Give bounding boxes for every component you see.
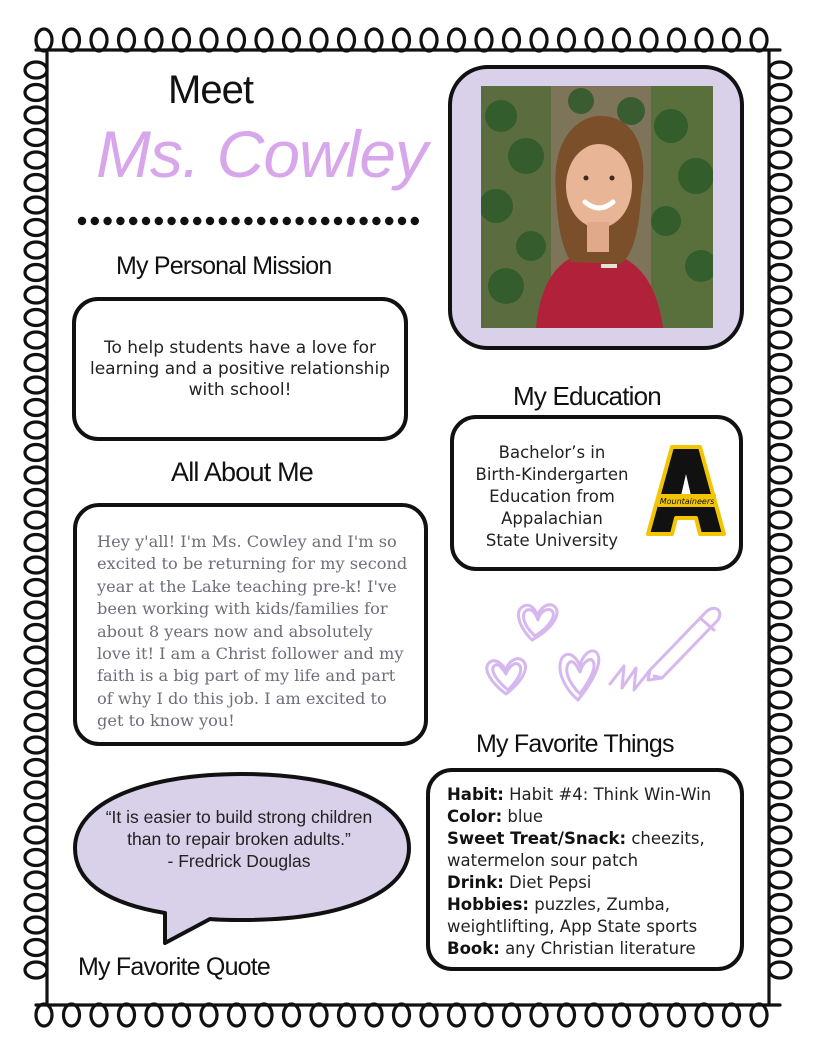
favorite-label: Color:: [447, 807, 503, 826]
favorite-item: [447, 850, 740, 872]
mission-text: To help students have a love for learning and a positive relationship with school!: [90, 337, 390, 400]
favorite-value: cheezits,: [626, 829, 705, 848]
svg-text:Mountaineers: Mountaineers: [659, 497, 715, 506]
favorite-item: [447, 806, 740, 828]
favorite-value: any Christian literature: [499, 939, 696, 958]
quote-text-block: [100, 806, 378, 872]
favorites-heading: My Favorite Things: [476, 730, 674, 758]
about-box: [73, 503, 428, 746]
favorite-label: Drink:: [447, 873, 504, 892]
about-text: Hey y'all! I'm Ms. Cowley and I'm so excited to be returning for my second year at the Lake teaching pre-k! I've been working with kids/families for about 8 years now and absolutely love it! I am a Christ follower and my faith is a big part of my life and part of why I do this job. I am excited to get to know you!: [97, 532, 408, 731]
favorite-label: Habit:: [447, 785, 504, 804]
favorite-item: [447, 894, 740, 916]
quote-text: “It is easier to build strong children than to repair broken adults.”: [105, 807, 373, 849]
favorites-box: [426, 768, 744, 971]
favorite-item: [447, 938, 740, 960]
favorite-value: puzzles, Zumba,: [529, 895, 671, 914]
favorite-item: [447, 784, 740, 806]
teacher-name: Ms. Cowley: [96, 117, 428, 191]
favorite-value: blue: [502, 807, 544, 826]
meet-heading: Meet: [168, 68, 253, 112]
hearts-and-pencil-doodle: [478, 596, 728, 706]
teacher-photo: [481, 86, 713, 328]
quote-heading: My Favorite Quote: [78, 953, 271, 981]
education-line: Birth-Kindergarten: [475, 465, 629, 484]
education-line: Education from: [489, 487, 615, 506]
education-heading: My Education: [513, 381, 661, 411]
dotted-divider: [76, 214, 426, 228]
app-state-logo: [644, 444, 728, 538]
favorite-label: Hobbies:: [447, 895, 530, 914]
favorite-value: weightlifting, App State sports: [447, 917, 698, 936]
mission-heading: My Personal Mission: [116, 252, 332, 280]
favorite-value: Habit #4: Think Win-Win: [503, 785, 712, 804]
mission-box: [72, 297, 408, 441]
education-line: Bachelor’s in: [498, 443, 606, 462]
education-text: [462, 442, 642, 552]
education-line: Appalachian: [501, 509, 603, 528]
education-line: State University: [485, 531, 619, 550]
favorite-item: [447, 828, 740, 850]
favorite-value: Diet Pepsi: [503, 873, 592, 892]
favorite-label: Book:: [447, 939, 500, 958]
favorite-value: watermelon sour patch: [447, 851, 639, 870]
quote-author: - Fredrick Douglas: [167, 851, 311, 871]
favorite-item: [447, 916, 740, 938]
favorite-label: Sweet Treat/Snack:: [447, 829, 627, 848]
favorite-item: [447, 872, 740, 894]
about-heading: All About Me: [171, 457, 313, 487]
